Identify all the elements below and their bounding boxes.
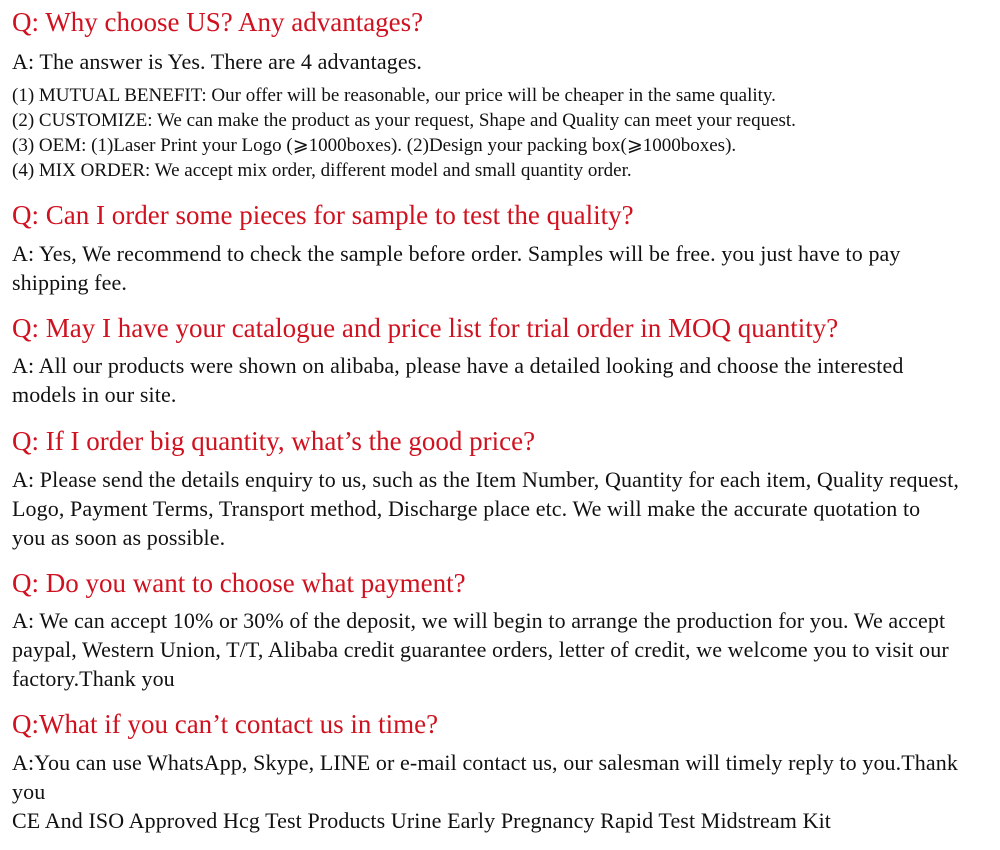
answer-1: A: The answer is Yes. There are 4 advantages. xyxy=(12,49,422,74)
answer-6-line-2: you xyxy=(12,779,46,804)
question-5: Q: Do you want to choose what payment? xyxy=(12,568,466,598)
question-4: Q: If I order big quantity, what’s the good price? xyxy=(12,426,536,456)
advantage-3: (3) OEM: (1)Laser Print your Logo (⩾1000boxes). (2)Design your packing box(⩾1000boxes). xyxy=(12,135,737,156)
advantage-4: (4) MIX ORDER: We accept mix order, different model and small quantity order. xyxy=(12,160,632,181)
answer-2-line-1: A: Yes, We recommend to check the sample before order. Samples will be free. you just have to pay xyxy=(12,241,901,266)
answer-5-line-2: paypal, Western Union, T/T, Alibaba credit guarantee orders, letter of credit, we welcome you to visit our xyxy=(12,637,949,662)
answer-2-line-2: shipping fee. xyxy=(12,270,127,295)
answer-3-line-1: A: All our products were shown on alibaba, please have a detailed looking and choose the interested xyxy=(12,353,904,378)
question-2: Q: Can I order some pieces for sample to test the quality? xyxy=(12,200,634,230)
advantage-2: (2) CUSTOMIZE: We can make the product as your request, Shape and Quality can meet your request. xyxy=(12,110,796,131)
answer-5-line-3: factory.Thank you xyxy=(12,666,175,691)
answer-4-line-1: A: Please send the details enquiry to us, such as the Item Number, Quantity for each item, Quality request, xyxy=(12,467,960,492)
answer-6-line-1: A:You can use WhatsApp, Skype, LINE or e-mail contact us, our salesman will timely reply to you.Thank xyxy=(12,750,958,775)
product-title: CE And ISO Approved Hcg Test Products Urine Early Pregnancy Rapid Test Midstream Kit xyxy=(12,808,832,833)
answer-4-line-3: you as soon as possible. xyxy=(12,525,226,550)
question-3: Q: May I have your catalogue and price list for trial order in MOQ quantity? xyxy=(12,313,839,343)
answer-5-line-1: A: We can accept 10% or 30% of the deposit, we will begin to arrange the production for you. We accept xyxy=(12,608,946,633)
answer-3-line-2: models in our site. xyxy=(12,382,177,407)
advantage-1: (1) MUTUAL BENEFIT: Our offer will be reasonable, our price will be cheaper in the same quality. xyxy=(12,85,776,106)
answer-4-line-2: Logo, Payment Terms, Transport method, Discharge place etc. We will make the accurate quotation to xyxy=(12,496,921,521)
question-6: Q:What if you can’t contact us in time? xyxy=(12,709,439,739)
question-1: Q: Why choose US? Any advantages? xyxy=(12,7,424,37)
